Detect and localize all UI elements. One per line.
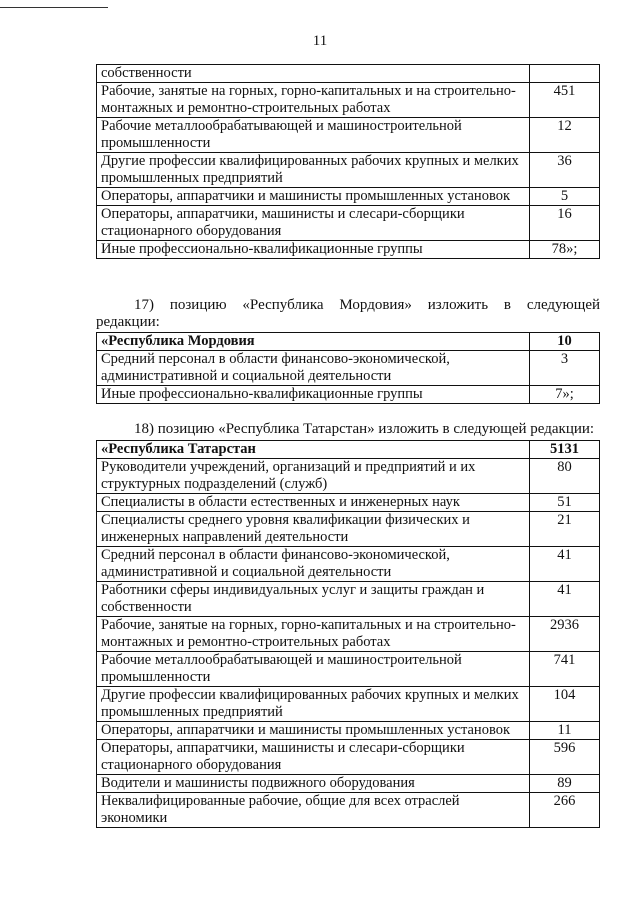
count-cell: 78»; <box>530 241 600 259</box>
table-row <box>97 351 600 386</box>
region-name-cell: «Республика Татарстан <box>97 441 530 459</box>
count-cell: 7»; <box>530 386 600 404</box>
page-number: 11 <box>312 33 328 49</box>
occupation-cell: Рабочие, занятые на горных, горно-капитальных и на строительно-монтажных и ремонтно-строительных работах <box>97 617 530 652</box>
count-cell: 11 <box>530 722 600 740</box>
occupation-cell: собственности <box>97 65 530 83</box>
table-row <box>97 494 600 512</box>
header-rule <box>0 7 108 8</box>
occupation-cell: Рабочие металлообрабатывающей и машиностроительной промышленности <box>97 118 530 153</box>
occupation-cell: Операторы, аппаратчики и машинисты промышленных установок <box>97 722 530 740</box>
occupation-cell: Средний персонал в области финансово-экономической, административной и социальной деятельности <box>97 547 530 582</box>
table-row <box>97 512 600 547</box>
count-cell: 12 <box>530 118 600 153</box>
count-cell <box>530 65 600 83</box>
table-row <box>97 188 600 206</box>
occupation-cell: Другие профессии квалифицированных рабочих крупных и мелких промышленных предприятий <box>97 687 530 722</box>
count-cell: 2936 <box>530 617 600 652</box>
occupation-cell: Иные профессионально-квалификационные группы <box>97 241 530 259</box>
table-row <box>97 83 600 118</box>
occupation-cell: Операторы, аппаратчики, машинисты и слесари-сборщики стационарного оборудования <box>97 206 530 241</box>
count-cell: 3 <box>530 351 600 386</box>
occupation-cell: Неквалифицированные рабочие, общие для всех отраслей экономики <box>97 793 530 828</box>
table-row <box>97 153 600 188</box>
table-row <box>97 722 600 740</box>
table-row <box>97 582 600 617</box>
table-row <box>97 241 600 259</box>
occupation-cell: Иные профессионально-квалификационные группы <box>97 386 530 404</box>
table-row <box>97 740 600 775</box>
count-cell: 89 <box>530 775 600 793</box>
table-header-row <box>97 333 600 351</box>
occupation-cell: Рабочие металлообрабатывающей и машиностроительной промышленности <box>97 652 530 687</box>
count-cell: 80 <box>530 459 600 494</box>
count-cell: 104 <box>530 687 600 722</box>
table-row <box>97 617 600 652</box>
occupation-cell: Работники сферы индивидуальных услуг и защиты граждан и собственности <box>97 582 530 617</box>
table-row <box>97 459 600 494</box>
count-cell: 51 <box>530 494 600 512</box>
occupation-cell: Специалисты среднего уровня квалификации физических и инженерных направлений деятельности <box>97 512 530 547</box>
count-cell: 596 <box>530 740 600 775</box>
occupation-cell: Операторы, аппаратчики, машинисты и слесари-сборщики стационарного оборудования <box>97 740 530 775</box>
occupation-cell: Водители и машинисты подвижного оборудования <box>97 775 530 793</box>
table-row <box>97 118 600 153</box>
count-cell: 36 <box>530 153 600 188</box>
count-cell: 266 <box>530 793 600 828</box>
table-row <box>97 687 600 722</box>
paragraph-17-line1: 17) позицию «Республика Мордовия» изложить в следующей <box>134 297 600 313</box>
count-cell: 741 <box>530 652 600 687</box>
table-row <box>97 793 600 828</box>
table-row <box>97 206 600 241</box>
count-cell: 5 <box>530 188 600 206</box>
count-cell: 21 <box>530 512 600 547</box>
occupation-cell: Специалисты в области естественных и инженерных наук <box>97 494 530 512</box>
table-tatarstan <box>96 440 600 828</box>
table-row <box>97 775 600 793</box>
paragraph-18: 18) позицию «Республика Татарстан» изложить в следующей редакции: <box>134 421 595 437</box>
table-row <box>97 386 600 404</box>
count-cell: 41 <box>530 547 600 582</box>
table-row <box>97 65 600 83</box>
occupation-cell: Другие профессии квалифицированных рабочих крупных и мелких промышленных предприятий <box>97 153 530 188</box>
count-cell: 41 <box>530 582 600 617</box>
count-cell: 16 <box>530 206 600 241</box>
region-total-cell: 5131 <box>530 441 600 459</box>
count-cell: 451 <box>530 83 600 118</box>
table-header-row <box>97 441 600 459</box>
occupation-cell: Рабочие, занятые на горных, горно-капитальных и на строительно-монтажных и ремонтно-строительных работах <box>97 83 530 118</box>
occupation-cell: Операторы, аппаратчики и машинисты промышленных установок <box>97 188 530 206</box>
table-continued <box>96 64 600 259</box>
occupation-cell: Средний персонал в области финансово-экономической, административной и социальной деятельности <box>97 351 530 386</box>
table-row <box>97 547 600 582</box>
table-mordovia <box>96 332 600 404</box>
occupation-cell: Руководители учреждений, организаций и предприятий и их структурных подразделений (служб) <box>97 459 530 494</box>
table-row <box>97 652 600 687</box>
region-total-cell: 10 <box>530 333 600 351</box>
region-name-cell: «Республика Мордовия <box>97 333 530 351</box>
paragraph-17-line2: редакции: <box>96 314 160 330</box>
